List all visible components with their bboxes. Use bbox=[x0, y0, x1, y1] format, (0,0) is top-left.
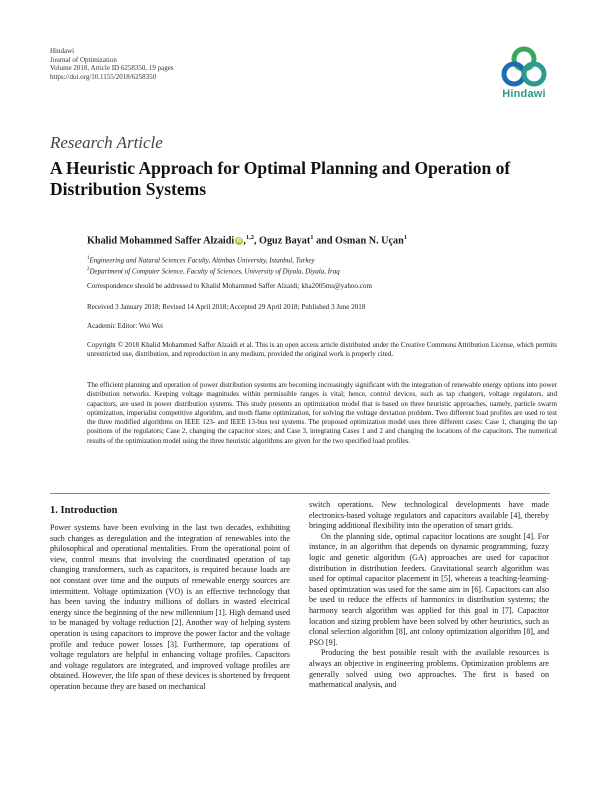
publisher-name: Hindawi bbox=[50, 47, 75, 55]
affiliation-item bbox=[87, 265, 557, 276]
body-paragraph: On the planning side, optimal capacitor locations are sought [4]. For instance, in an algorithm that depends on dynamic programming, fuzzy logic and genetic algorithm (GA) approaches are used for capacitor distribution in distribution feeders. Gravitational search algorithm was used for optimal capacitor placement in [5], whereas a teaching-learning-based optimization was used for the same aim in [6]. Capacitors can also be used to reduce the effects of harmonics in distribution systems; the harmony search algorithm was applied for this goal in [7]. Capacitor location and sizing problem have been solved by other heuristics, such as clonal selection algorithm [8], ant colony optimization algorithm [8], and PSO [9]. bbox=[309, 531, 549, 647]
author-separator: , bbox=[253, 235, 260, 247]
publication-dates: Received 3 January 2018; Revised 14 April 2018; Accepted 29 April 2018; Published 3 June 2018 bbox=[87, 303, 366, 311]
section-divider bbox=[50, 493, 550, 494]
author-separator: and bbox=[313, 235, 336, 247]
body-paragraph: switch operations. New technological developments have made electronics-based voltage regulators and capacitors available [4], thereby bringing additional flexibility into the operation of smart grids. bbox=[309, 500, 549, 531]
author-affiliation-marker: 1,2 bbox=[245, 234, 254, 241]
logo-wordmark: Hindawi bbox=[502, 88, 546, 100]
journal-name: Journal of Optimization bbox=[50, 55, 117, 64]
affiliation-number: 1 bbox=[87, 256, 90, 261]
journal-meta bbox=[50, 47, 174, 81]
author-name: Khalid Mohammed Saffer Alzaidi bbox=[87, 235, 235, 247]
affiliation-number: 2 bbox=[87, 267, 90, 273]
correspondence: Correspondence should be addressed to Khalid Mohammed Saffer Alzaidi; kha2005ms@yahoo.com bbox=[87, 282, 372, 290]
copyright-notice: Copyright © 2018 Khalid Mohammed Saffer Alzaidi et al. This is an open access article distributed under the Creative Commons Attribution License, which permits unrestricted use, distribution, and reproduction in any medium, provided the original work is properly cited. bbox=[87, 341, 557, 359]
orcid-icon[interactable]: iD bbox=[236, 238, 242, 245]
body-paragraph: Power systems have been evolving in the last two decades, exhibiting such changes as deregulation and the integration of renewables into the philosophical and operational mentalities. From the operational point of view, control means that involving the coordinated operation of tap changing transformers, such as capacitors, is required because loads are not constant over time and the outputs of renewable energy sources are intermittent. Voltage optimization (VO) is an effective technology that has been saving the industry millions of dollars in wasted electrical energy since the beginning of the new millennium [1]. High demand used to be managed by voltage reduction [2]. Another way of helping system operation is using capacitors to improve the power factor and the voltage profile and reduce power losses [3]. Furthermore, tap operations of voltage regulators are helpful in enhancing voltage profiles. Capacitors and voltage regulators are integrated, and improved voltage profiles are obtained. However, the life span of these devices is shortened by frequent operation because they are based on mechanical bbox=[50, 523, 290, 691]
hindawi-logo-icon bbox=[501, 46, 547, 90]
author-name: Osman N. Uçan bbox=[335, 235, 404, 247]
body-column-right bbox=[309, 500, 549, 691]
section-heading-introduction: 1. Introduction bbox=[50, 505, 118, 516]
author-name: Oguz Bayat bbox=[259, 235, 311, 247]
volume-info: Volume 2018, Article ID 6258350, 19 pages bbox=[50, 64, 174, 73]
hindawi-logo bbox=[494, 46, 554, 108]
paper-title: A Heuristic Approach for Optimal Planning and Operation of Distribution Systems bbox=[50, 158, 511, 199]
doi-link[interactable]: https://doi.org/10.1155/2018/6258350 bbox=[50, 72, 157, 81]
author-affiliation-marker: 1 bbox=[403, 234, 408, 241]
author-affiliation-marker: 1 bbox=[310, 234, 314, 241]
academic-editor: Academic Editor: Wei Wei bbox=[87, 322, 164, 330]
author-list bbox=[87, 234, 557, 246]
body-paragraph: Producing the best possible result with the available resources is always an objective in engineering problems. Optimization problems are generally solved using two approaches. The first is based on mathematical analysis, and bbox=[309, 648, 549, 690]
affiliation-text: Engineering and Natural Sciences Faculty, Altinbas University, Istanbul, Turkey bbox=[89, 256, 315, 265]
author-separator: , bbox=[243, 235, 246, 247]
article-type-label: Research Article bbox=[50, 133, 163, 152]
abstract: The efficient planning and operation of power distribution systems are becoming increasingly significant with the integration of renewable energy options into power distribution networks. Keeping voltage magnitudes within permissible ranges is vital; hence, control devices, such as tap changers, voltage regulators, and capacitors, are used in power distribution systems. This study presents an optimization model that is based on three heuristic approaches, namely, particle swarm optimization, imperialist competitive algorithm, and moth flame optimization, for solving the voltage deviation problem. Two different load profiles are used to test the three modified algorithms on IEEE 123- and IEEE 13-bus test systems. The proposed optimization model uses three different cases: Case 1, changing the tap positions of the regulators; Case 2, changing the capacitor sizes; and Case 3, integrating Cases 1 and 2 and changing the locations of the capacitors. The numerical results of the optimization model using the three heuristic algorithms are given for the two specified load profiles. bbox=[87, 381, 557, 445]
body-column-left bbox=[50, 502, 290, 693]
affiliations bbox=[87, 254, 557, 277]
affiliation-item bbox=[87, 254, 557, 265]
affiliation-text: Department of Computer Science, Faculty of Sciences, University of Diyala, Diyala, Iraq bbox=[89, 267, 340, 276]
